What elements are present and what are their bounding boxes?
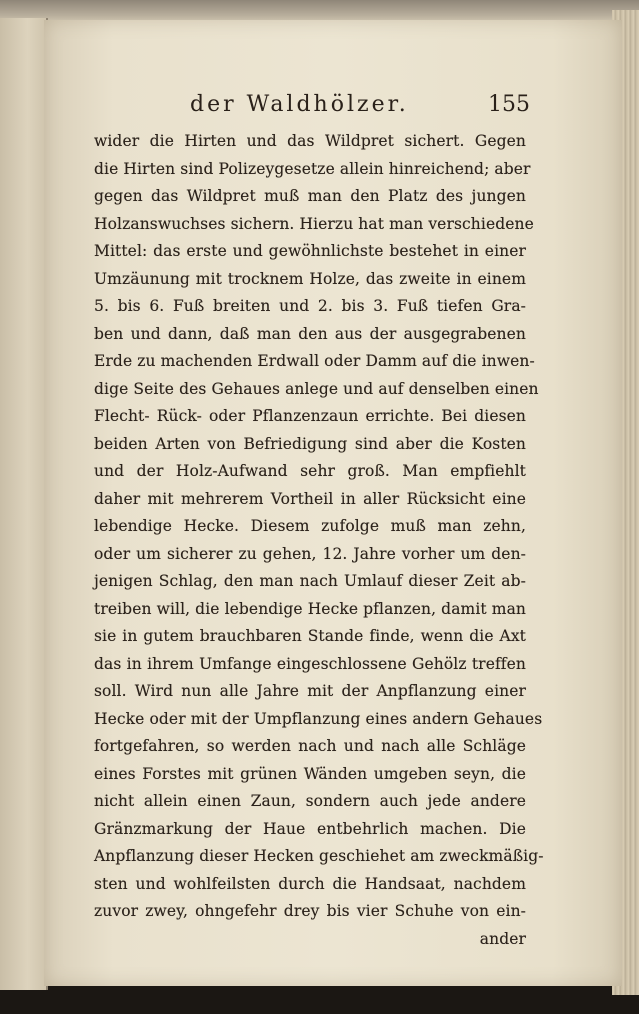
text-line: daher mit mehrerem Vortheil in aller Rücksicht eine — [94, 489, 526, 508]
text-line: soll. Wird nun alle Jahre mit der Anpflanzung einer — [94, 682, 526, 700]
text-line: Mittel: das erste und gewöhnlichste bestehet in einer — [94, 242, 526, 260]
text-line: lebendige Hecke. Diesem zufolge muß man zehn, — [94, 517, 526, 535]
book-cover-edge — [0, 0, 639, 22]
text-line: treiben will, die lebendige Hecke pflanzen, damit man — [94, 599, 526, 618]
body-text — [94, 128, 544, 953]
text-line: dige Seite des Gehaues anlege und auf denselben einen — [94, 379, 539, 398]
page-header — [190, 92, 530, 128]
text-line: Hecke oder mit der Umpflanzung eines andern Gehaues — [94, 709, 543, 728]
text-line: sten und wohlfeilsten durch die Handsaat, nachdem — [94, 874, 526, 893]
running-title: der Waldhölzer. — [190, 92, 409, 117]
text-line: sie in gutem brauchbaren Stande finde, wenn die Axt — [94, 627, 526, 645]
text-line: eines Forstes mit grünen Wänden umgeben seyn, die — [94, 764, 526, 783]
page-number: 155 — [488, 92, 530, 117]
text-line: und der Holz-Aufwand sehr groß. Man empfiehlt — [94, 462, 526, 480]
catchword: ander — [479, 929, 526, 948]
text-line: Gränzmarkung der Haue entbehrlich machen. Die — [94, 819, 526, 838]
text-line: das in ihrem Umfange eingeschlossene Gehölz treffen — [94, 654, 526, 673]
text-line: oder um sicherer zu gehen, 12. Jahre vorher um den- — [94, 544, 526, 563]
text-line: jenigen Schlag, den man nach Umlauf dieser Zeit ab- — [94, 572, 526, 590]
text-line: nicht allein einen Zaun, sondern auch jede andere — [94, 792, 526, 810]
text-line: fortgefahren, so werden nach und nach alle Schläge — [94, 737, 526, 755]
left-page-edge — [0, 18, 48, 990]
text-line: 5. bis 6. Fuß breiten und 2. bis 3. Fuß tiefen Gra- — [94, 297, 526, 315]
text-line: Flecht- Rück- oder Pflanzenzaun errichte. Bei diesen — [94, 407, 526, 425]
text-line: Anpflanzung dieser Hecken geschiehet am zweckmäßig- — [94, 847, 544, 865]
text-line: gegen das Wildpret muß man den Platz des jungen — [94, 187, 526, 205]
text-line: ben und dann, daß man den aus der ausgegrabenen — [94, 324, 526, 343]
text-line: beiden Arten von Befriedigung sind aber die Kosten — [94, 434, 526, 453]
text-line: Holzanswuchses sichern. Hierzu hat man verschiedene — [94, 214, 534, 233]
text-line: Umzäunung mit trocknem Holze, das zweite in einem — [94, 269, 526, 288]
text-line: zuvor zwey, ohngefehr drey bis vier Schuhe von ein- — [94, 902, 526, 920]
text-line: die Hirten sind Polizeygesetze allein hinreichend; aber — [94, 159, 531, 178]
text-line: wider die Hirten und das Wildpret sichert. Gegen — [94, 132, 526, 150]
text-line: Erde zu machenden Erdwall oder Damm auf die inwen- — [94, 352, 535, 370]
